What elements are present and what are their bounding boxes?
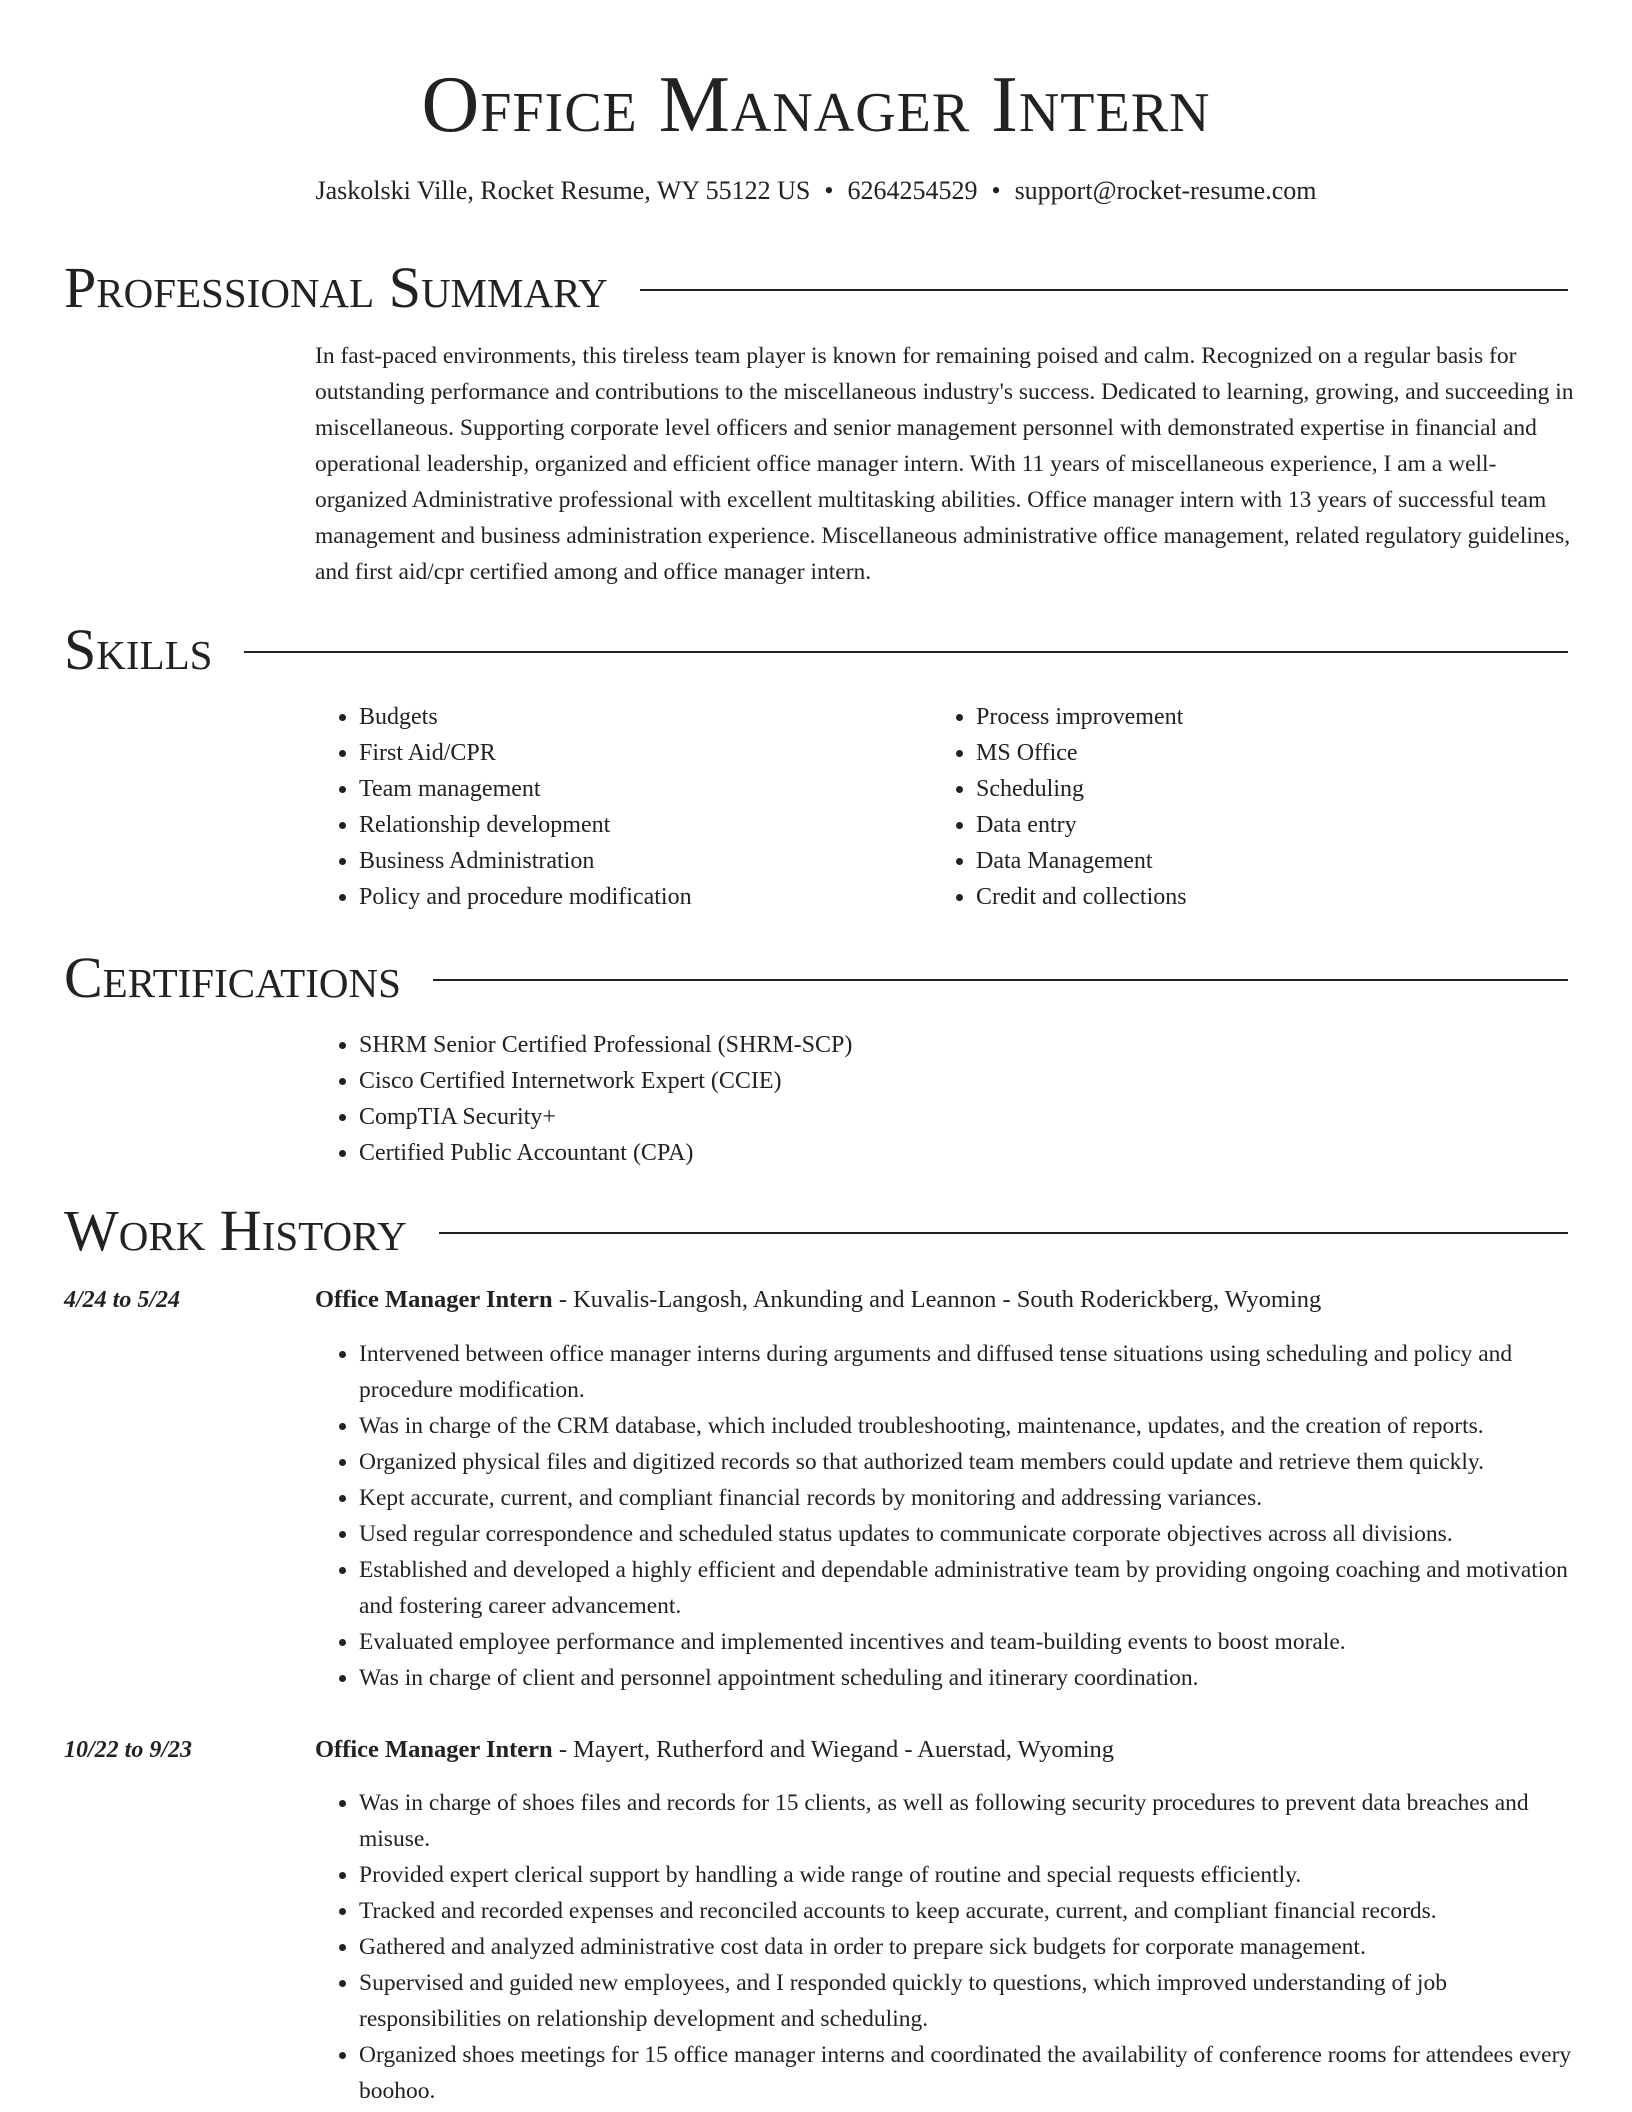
skills-column-right [932,699,1187,915]
certifications-list [315,1027,852,1171]
skill-item: • Budgets [359,699,692,735]
certification-item: • Cisco Certified Internetwork Expert (CCIE) [359,1063,852,1099]
job-bullet: • Organized shoes meetings for 15 office manager interns and coordinated the availability of conference rooms for attendees every boohoo. [359,2037,1575,2109]
job-dates: 4/24 to 5/24 [64,1287,181,1313]
skill-item: • Credit and collections [976,879,1187,915]
summary-section-header [64,256,1568,320]
certifications-section-header [64,946,1568,1010]
certification-item: • SHRM Senior Certified Professional (SHRM-SCP) [359,1027,852,1063]
skills-column-left [315,699,692,915]
job-employer-location: - Mayert, Rutherford and Wiegand - Auerstad, Wyoming [552,1736,1115,1763]
work-history-heading: Work History [64,1198,407,1263]
job-bullet: • Used regular correspondence and scheduled status updates to communicate corporate objectives across all divisions. [359,1516,1575,1552]
job-bullet: • Established and developed a highly efficient and dependable administrative team by providing ongoing coaching and motivation and fostering career advancement. [359,1552,1575,1624]
skill-item: • MS Office [976,735,1187,771]
skills-section-header [64,618,1568,682]
certification-item: • Certified Public Accountant (CPA) [359,1135,852,1171]
skill-item: • Policy and procedure modification [359,879,692,915]
summary-text: In fast-paced environments, this tireless team player is known for remaining poised and calm. Recognized on a regular basis for outstanding performance and contributions to the miscellaneous industry's success. Dedicated to learning, growing, and succeeding in miscellaneous. Supporting corporate level officers and senior management personnel with demonstrated expertise in financial and operational leadership, organized and efficient office manager intern. With 11 years of miscellaneous experience, I am a well-organized Administrative professional with excellent multitasking abilities. Office manager intern with 13 years of successful team management and business administration experience. Miscellaneous administrative office management, related regulatory guidelines, and first aid/cpr certified among and office manager intern. [315,343,1574,585]
skill-item: • First Aid/CPR [359,735,692,771]
skill-item: • Data Management [976,843,1187,879]
certifications-block [315,1027,852,1171]
job-employer-location: - Kuvalis-Langosh, Ankunding and Leannon - South Roderickberg, Wyoming [552,1286,1322,1313]
certifications-heading: Certifications [64,945,401,1010]
contact-line [0,174,1632,208]
job-title: Office Manager Intern [315,1286,553,1313]
job-responsibilities [315,1785,1575,2109]
job-title: Office Manager Intern [315,1736,553,1763]
job-bullet: • Intervened between office manager interns during arguments and diffused tense situations using scheduling and policy and procedure modification. [359,1336,1575,1408]
skill-item: • Data entry [976,807,1187,843]
contact-phone: 6264254529 [847,176,978,205]
contact-separator: • [991,176,1001,205]
skills-list-right [932,699,1187,915]
job-bullet: • Supervised and guided new employees, and I responded quickly to questions, which improved understanding of job responsibilities on relationship development and scheduling. [359,1965,1575,2037]
job-bullet: • Kept accurate, current, and compliant financial records by monitoring and addressing variances. [359,1480,1575,1516]
certification-item: • CompTIA Security+ [359,1099,852,1135]
job-title-line [315,1282,1575,1318]
job-bullet: • Organized physical files and digitized records so that authorized team members could update and retrieve them quickly. [359,1444,1575,1480]
skill-item: • Business Administration [359,843,692,879]
section-divider [439,1232,1568,1234]
candidate-name: Office Manager Intern [421,61,1211,149]
job-bullet: • Gathered and analyzed administrative cost data in order to prepare sick budgets for corporate management. [359,1929,1575,1965]
skill-item: • Process improvement [976,699,1187,735]
summary-heading: Professional Summary [64,255,608,320]
contact-separator: • [824,176,834,205]
contact-email: support@rocket-resume.com [1014,176,1317,205]
job-bullet: • Evaluated employee performance and implemented incentives and team-building events to boost morale. [359,1624,1575,1660]
job-title-line [315,1732,1575,1768]
skill-item: • Team management [359,771,692,807]
work-history-section-header [64,1199,1568,1263]
job-bullet: • Provided expert clerical support by handling a wide range of routine and special requests efficiently. [359,1857,1575,1893]
section-divider [640,289,1568,291]
job-responsibilities [315,1336,1575,1696]
contact-address: Jaskolski Ville, Rocket Resume, WY 55122 US [315,176,811,205]
skills-list-left [315,699,692,915]
section-divider [433,979,1568,981]
job-bullet-list [315,1336,1575,1696]
skills-heading: Skills [64,617,213,682]
skill-item: • Relationship development [359,807,692,843]
section-divider [244,651,1568,653]
job-bullet: • Was in charge of client and personnel appointment scheduling and itinerary coordination. [359,1660,1575,1696]
job-bullet: • Was in charge of shoes files and records for 15 clients, as well as following security procedures to prevent data breaches and misuse. [359,1785,1575,1857]
job-dates: 10/22 to 9/23 [64,1737,193,1763]
job-bullet-list [315,1785,1575,2109]
job-bullet: • Tracked and recorded expenses and reconciled accounts to keep accurate, current, and compliant financial records. [359,1893,1575,1929]
skill-item: • Scheduling [976,771,1187,807]
job-bullet: • Was in charge of the CRM database, which included troubleshooting, maintenance, updates, and the creation of reports. [359,1408,1575,1444]
